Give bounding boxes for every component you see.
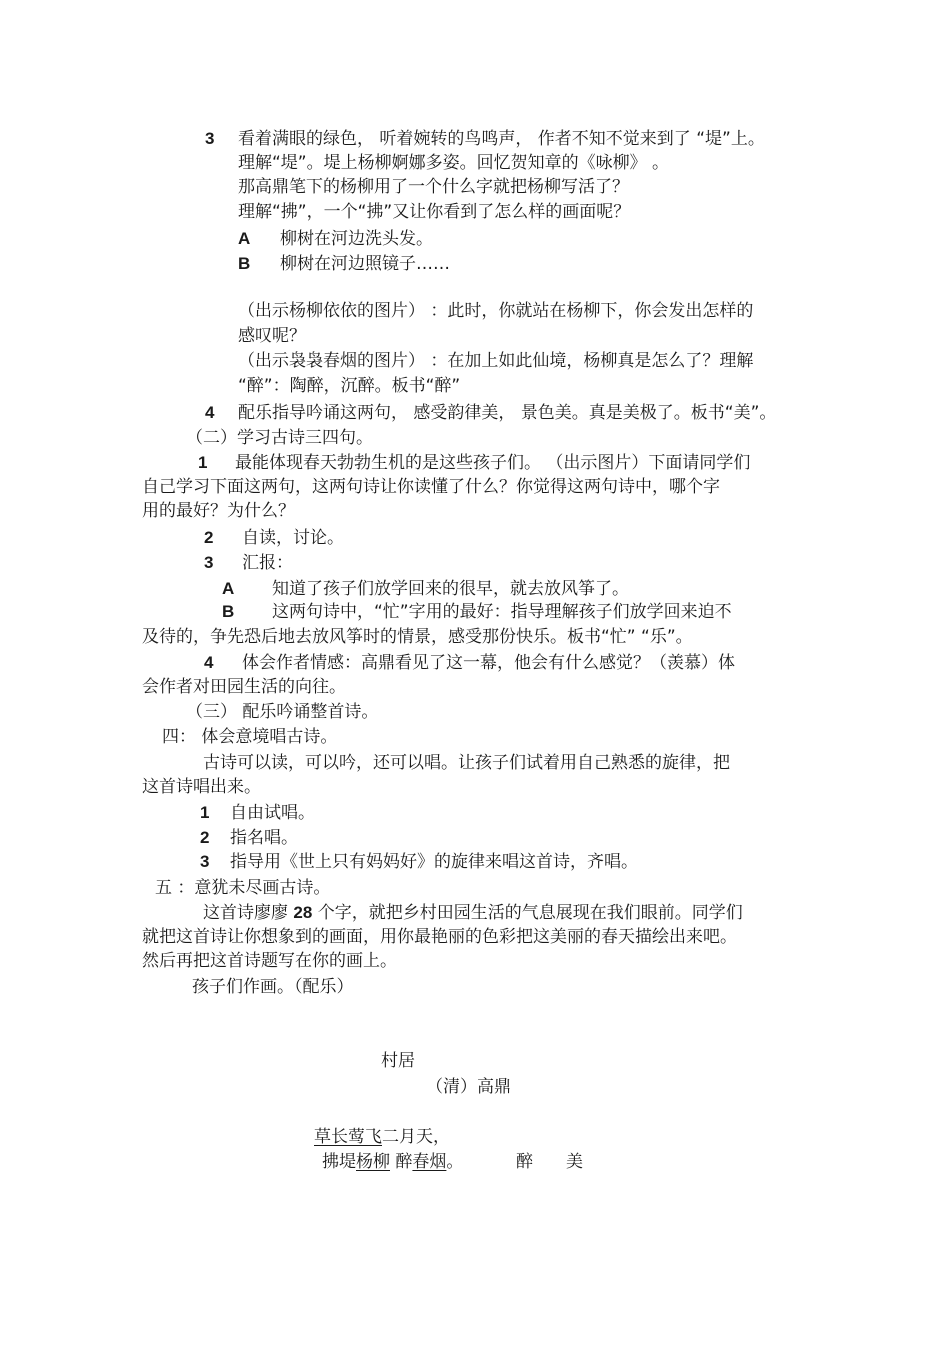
underlined-phrase: 春烟 [412, 1152, 447, 1172]
section-four-para: 古诗可以读，可以吟，还可以唱。让孩子们试着用自己熟悉的旋律，把 [203, 753, 730, 773]
underlined-phrase: 杨柳 [356, 1152, 390, 1172]
line-text: 。 [446, 1152, 464, 1172]
part-3-heading: （三） 配乐吟诵整首诗。 [186, 702, 379, 722]
step-4 [205, 402, 776, 424]
step-text: 看着满眼的绿色， 听着婉转的鸟鸣声， 作者不知不觉来到了 “堤”上。 [238, 129, 765, 149]
picture-prompt-2-cont: “醉”：陶醉，沉醉。板书“醉” [238, 376, 461, 396]
para-text: 这首诗廖廖 [203, 903, 294, 923]
option-text: 柳树在河边洗头发。 [280, 229, 433, 249]
option-text: 这两句诗中，“忙”字用的最好：指导理解孩子们放学回来迫不 [272, 602, 732, 622]
para-text: 个字，就把乡村田园生活的气息展现在我们眼前。同学们 [312, 903, 743, 923]
part-2-item-4-line2: 会作者对田园生活的向往。 [142, 677, 346, 697]
option-a [238, 228, 433, 250]
part-2-item-4 [204, 652, 735, 674]
item-number: 3 [200, 852, 210, 871]
item-text: 体会作者情感：高鼎看见了这一幕，他会有什么感觉？（羡慕）体 [242, 653, 735, 673]
section-four-heading: 四： 体会意境唱古诗。 [162, 727, 338, 747]
section-four-para-cont: 这首诗唱出来。 [142, 777, 261, 797]
section-four-item-2 [200, 827, 298, 849]
report-b-line2: 及待的，争先恐后地去放风筝时的情景，感受那份快乐。板书“忙” “乐”。 [142, 627, 693, 647]
item-text: 自由试唱。 [230, 803, 315, 823]
picture-prompt-1: （出示杨柳依依的图片） ：此时，你就站在杨柳下，你会发出怎样的 [238, 301, 754, 321]
part-2-item-3 [204, 552, 293, 574]
section-five-para-line3: 然后再把这首诗题写在你的画上。 [142, 951, 397, 971]
section-five-para [203, 902, 743, 924]
section-five-heading: 五 ：意犹未尽画古诗。 [155, 878, 331, 898]
item-text: 最能体现春天勃勃生机的是这些孩子们。 （出示图片）下面请同学们 [235, 453, 751, 473]
step-3-line2: 理解“堤”。堤上杨柳婀娜多姿。回忆贺知章的《咏柳》 。 [238, 153, 670, 173]
item-text: 指名唱。 [230, 828, 298, 848]
section-five-para-line2: 就把这首诗让你想象到的画面，用你最艳丽的色彩把这美丽的春天描绘出来吧。 [142, 927, 737, 947]
part-2-item-1-line2: 自己学习下面这两句，这两句诗让你读懂了什么？你觉得这两句诗中，哪个字 [142, 477, 720, 497]
step-3-line3: 那高鼎笔下的杨柳用了一个什么字就把杨柳写活了？ [238, 177, 629, 197]
step-3-line1 [205, 128, 765, 150]
poem-title: 村居 [381, 1051, 415, 1071]
board-word-zui: 醉 [516, 1152, 533, 1172]
line-text: 醉 [390, 1152, 413, 1172]
board-word-mei: 美 [566, 1152, 583, 1172]
item-text: 自读，讨论。 [242, 528, 344, 548]
step-text: 配乐指导吟诵这两句， 感受韵律美， 景色美。真是美极了。板书“美”。 [238, 403, 777, 423]
poem-line-1 [314, 1126, 450, 1148]
item-number: 2 [200, 828, 210, 847]
poem-line-2 [322, 1151, 463, 1173]
underlined-phrase: 草长莺飞 [314, 1127, 382, 1147]
item-number: 3 [204, 553, 214, 572]
option-letter: A [238, 229, 251, 248]
report-a [222, 578, 629, 600]
part-2-item-1 [198, 452, 750, 474]
item-text: 汇报： [242, 553, 293, 573]
step-3-line4: 理解“拂”，一个“拂”又让你看到了怎么样的画面呢？ [238, 202, 631, 222]
line-text: 二月天， [382, 1127, 450, 1147]
option-text: 知道了孩子们放学回来的很早，就去放风筝了。 [272, 579, 629, 599]
item-number: 2 [204, 528, 214, 547]
char-count: 28 [293, 903, 313, 922]
section-four-item-3 [200, 851, 638, 873]
section-five-activity: 孩子们作画。（配乐） [192, 977, 354, 997]
picture-prompt-2: （出示袅袅春烟的图片） ：在加上如此仙境，杨柳真是怎么了？理解 [238, 351, 754, 371]
part-2-heading: （二）学习古诗三四句。 [186, 428, 373, 448]
item-number: 1 [198, 453, 208, 472]
option-text: 柳树在河边照镜子…… [280, 254, 450, 274]
option-letter: B [222, 602, 235, 621]
option-letter: A [222, 579, 235, 598]
part-2-item-2 [204, 527, 344, 549]
step-number: 4 [205, 403, 215, 422]
step-number: 3 [205, 129, 215, 148]
option-b [238, 253, 450, 275]
option-letter: B [238, 254, 251, 273]
item-number: 4 [204, 653, 214, 672]
line-text: 拂堤 [322, 1152, 356, 1172]
item-text: 指导用《世上只有妈妈好》的旋律来唱这首诗，齐唱。 [230, 852, 638, 872]
section-four-item-1 [200, 802, 315, 824]
picture-prompt-1-cont: 感叹呢？ [238, 326, 306, 346]
report-b [222, 601, 732, 623]
poem-author: （清）高鼎 [426, 1077, 511, 1097]
item-number: 1 [200, 803, 210, 822]
part-2-item-1-line3: 用的最好？为什么？ [142, 501, 295, 521]
